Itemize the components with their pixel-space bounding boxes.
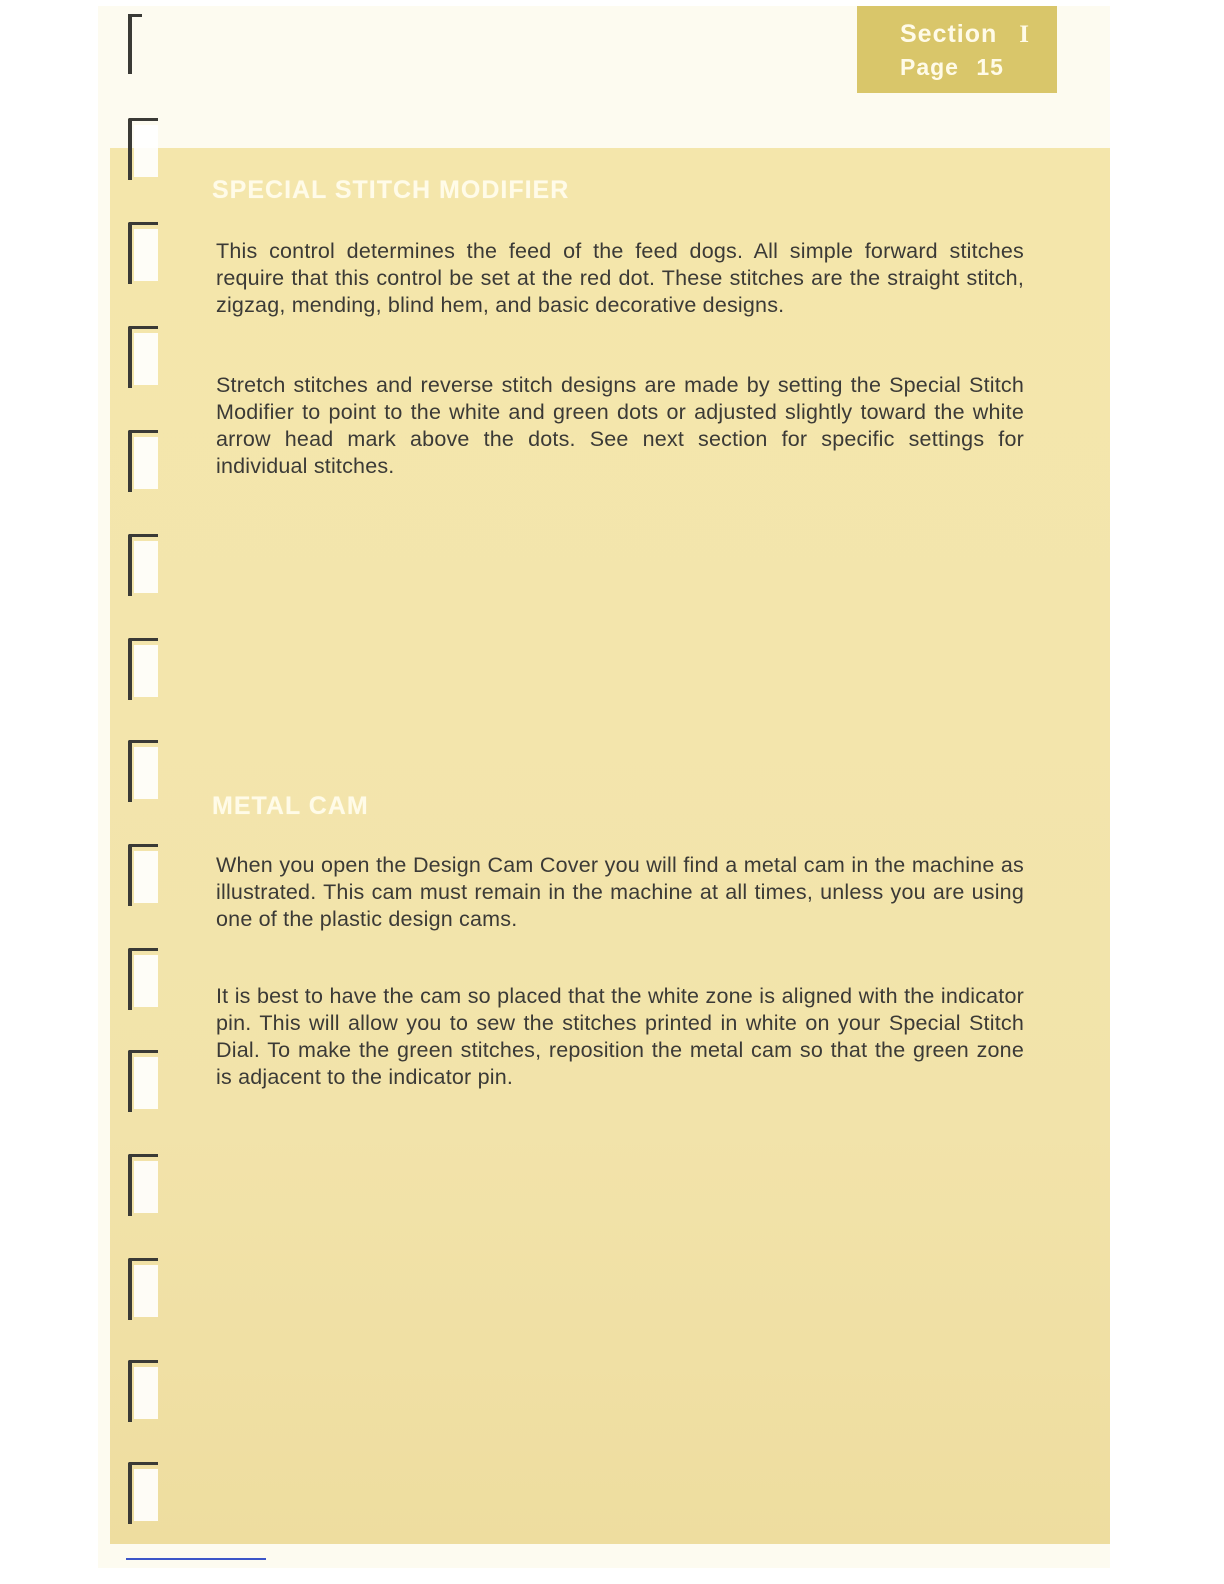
binding-hole xyxy=(128,1154,158,1216)
binding-hole xyxy=(128,430,158,492)
content-panel xyxy=(110,148,1110,1544)
paragraph: This control determines the feed of the feed dogs. All simple forward stitches require that this control be set at the red dot. These stitches are the straight stitch, zigzag, mending, blind hem, and basic decorative designs. xyxy=(216,239,1024,317)
binding-hole xyxy=(128,844,158,906)
page-label: Page xyxy=(900,54,959,80)
section-number: I xyxy=(1019,21,1030,48)
binding-hole xyxy=(128,948,158,1010)
paragraph: Stretch stitches and reverse stitch designs are made by setting the Special Stitch Modifier to point to the white and green dots or adjusted slightly toward the white arrow head mark above the dots. See next section for specific settings for individual stitches. xyxy=(216,373,1024,478)
binding-hole xyxy=(128,638,158,700)
section-indicator xyxy=(900,20,1030,49)
binding-mark-top xyxy=(128,14,142,74)
binding-hole xyxy=(128,1050,158,1112)
binding-hole xyxy=(128,1258,158,1320)
paragraph: When you open the Design Cam Cover you will find a metal cam in the machine as illustrated. This cam must remain in the machine at all times, unless you are using one of the plastic design cams. xyxy=(216,853,1024,931)
binding-hole xyxy=(128,326,158,388)
binding-hole xyxy=(128,118,158,180)
binding-hole xyxy=(128,740,158,802)
binding-hole xyxy=(128,222,158,284)
paragraph: It is best to have the cam so placed that the white zone is aligned with the indicator pin. This will allow you to sew the stitches printed in white on your Special Stitch Dial. To make the green stitches, reposition the metal cam so that the green zone is adjacent to the indicator pin. xyxy=(216,984,1024,1089)
binding-hole xyxy=(128,534,158,596)
section-label: Section xyxy=(900,20,998,48)
binding-hole xyxy=(128,1360,158,1422)
section-heading-metal-cam: METAL CAM xyxy=(212,792,369,820)
section-heading-special-stitch-modifier: SPECIAL STITCH MODIFIER xyxy=(212,176,570,204)
footer-rule xyxy=(126,1558,266,1560)
binding-hole xyxy=(128,1462,158,1524)
page-number: 15 xyxy=(976,54,1004,80)
page-indicator xyxy=(900,54,1004,81)
